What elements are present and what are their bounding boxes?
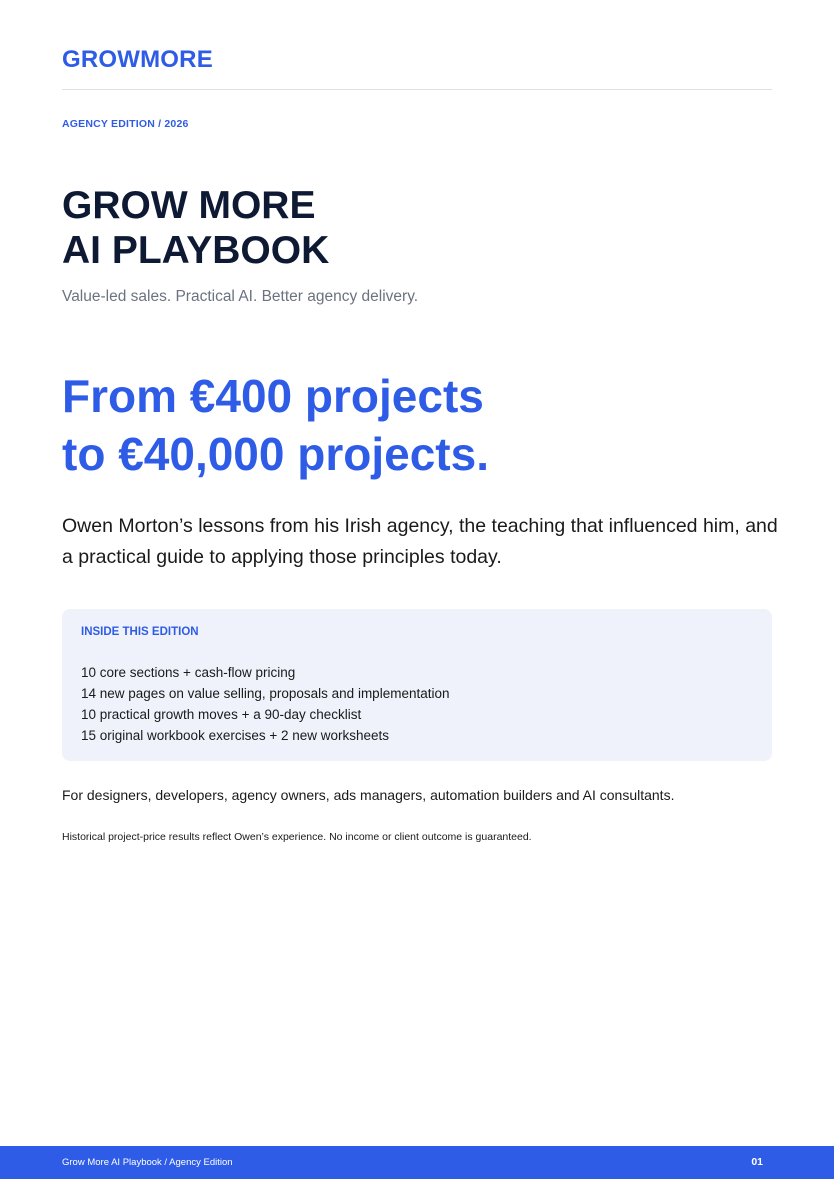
list-item: 15 original workbook exercises + 2 new worksheets bbox=[81, 728, 390, 743]
document-title bbox=[62, 183, 329, 273]
audience-text: For designers, developers, agency owners, ads managers, automation builders and AI consultants. bbox=[62, 787, 675, 803]
headline-line-2: to €40,000 projects. bbox=[62, 428, 489, 480]
document-subtitle: Value-led sales. Practical AI. Better agency delivery. bbox=[62, 288, 419, 305]
header-divider bbox=[62, 89, 772, 90]
list-item: 10 practical growth moves + a 90-day checklist bbox=[81, 707, 362, 722]
disclaimer-text: Historical project-price results reflect Owen’s experience. No income or client outcome is guaranteed. bbox=[62, 831, 532, 843]
footer-title: Grow More AI Playbook / Agency Edition bbox=[62, 1157, 233, 1168]
page-number: 01 bbox=[751, 1156, 763, 1168]
headline-line-1: From €400 projects bbox=[62, 370, 484, 422]
intro-paragraph: Owen Morton’s lessons from his Irish agency, the teaching that influenced him, and a practical guide to applying those principles today. bbox=[62, 515, 778, 568]
edition-label: AGENCY EDITION / 2026 bbox=[62, 118, 189, 130]
headline bbox=[62, 367, 489, 483]
inside-edition-box bbox=[62, 609, 772, 761]
title-line-2: AI PLAYBOOK bbox=[62, 229, 330, 272]
brand-logo-text: GROWMORE bbox=[62, 46, 213, 73]
inside-edition-heading: INSIDE THIS EDITION bbox=[81, 626, 199, 638]
list-item: 10 core sections + cash-flow pricing bbox=[81, 665, 296, 680]
inside-edition-list bbox=[81, 662, 450, 746]
list-item: 14 new pages on value selling, proposals and implementation bbox=[81, 686, 450, 701]
page-footer bbox=[0, 1146, 834, 1179]
title-line-1: GROW MORE bbox=[62, 184, 316, 227]
